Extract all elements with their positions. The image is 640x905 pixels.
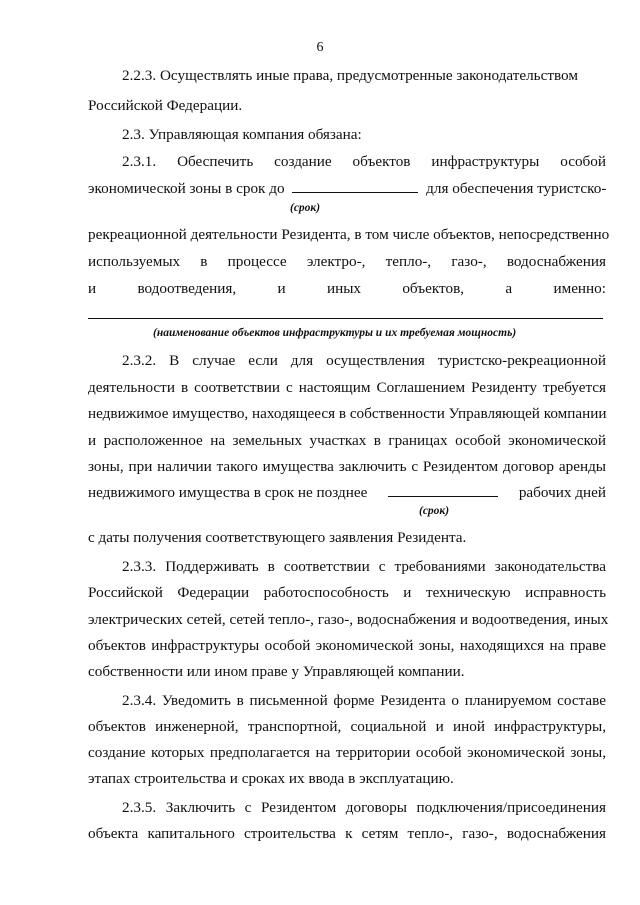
deadline-blank-1 bbox=[292, 192, 418, 193]
clause-2-3-2-line-6 bbox=[88, 485, 606, 500]
clause-2-3-heading: 2.3. Управляющая компания обязана: bbox=[122, 126, 362, 143]
clause-2-3-4-line-1: 2.3.4. Уведомить в письменной форме Резидента о планируемом составе bbox=[122, 692, 606, 709]
clause-2-3-2-line-6-end: рабочих дней bbox=[518, 484, 606, 501]
clause-2-3-4-line-4: этапах строительства и сроках их ввода в эксплуатацию. bbox=[88, 770, 454, 787]
caption-deadline-1: (срок) bbox=[290, 202, 321, 214]
clause-2-3-3-line-2: Российской Федерации работоспособность и техническую исправность bbox=[88, 584, 606, 601]
clause-2-3-1-line-2-end: для обеспечения туристско- bbox=[426, 180, 607, 197]
clause-2-3-3-line-3: электрических сетей, сетей тепло-, газо-, водоснабжения и водоотведения, иных bbox=[88, 611, 609, 628]
clause-2-3-4-line-2: объектов инженерной, транспортной, социальной и иной инфраструктуры, bbox=[88, 718, 606, 735]
clause-2-3-3-line-4: объектов инфраструктуры особой экономической зоны, находящихся на праве bbox=[88, 637, 606, 654]
clause-2-3-2-line-3: недвижимое имущество, находящееся в собственности Управляющей компании bbox=[88, 405, 607, 422]
clause-2-2-3-line-1: 2.2.3. Осуществлять иные права, предусмотренные законодательством bbox=[122, 67, 578, 84]
caption-infrastructure: (наименование объектов инфраструктуры и их требуемая мощность) bbox=[153, 327, 517, 339]
clause-2-3-2-line-1: 2.3.2. В случае если для осуществления туристско-рекреационной bbox=[122, 352, 606, 369]
clause-2-2-3-line-2: Российской Федерации. bbox=[88, 97, 243, 114]
page-number: 6 bbox=[316, 40, 324, 55]
clause-2-3-5-line-1: 2.3.5. Заключить с Резидентом договоры подключения/присоединения bbox=[122, 799, 606, 816]
clause-2-3-1-line-3: рекреационной деятельности Резидента, в том числе объектов, непосредственно bbox=[88, 226, 610, 243]
clause-2-3-1-line-4: используемых в процессе электро-, тепло-, газо-, водоснабжения bbox=[88, 253, 606, 270]
clause-2-3-1-line-5: и водоотведения, и иных объектов, а именно: bbox=[88, 280, 606, 297]
clause-2-3-3-line-5: собственности или ином праве у Управляющей компании. bbox=[88, 663, 465, 680]
clause-2-3-2-line-2: деятельности в соответствии с настоящим Соглашением Резиденту требуется bbox=[88, 379, 606, 396]
clause-2-3-5-line-2: объекта капитального строительства к сетям тепло-, газо-, водоснабжения bbox=[88, 825, 606, 842]
clause-2-3-4-line-3: создание которых предполагается на территории особой экономической зоны, bbox=[88, 744, 606, 761]
infrastructure-blank-line bbox=[88, 318, 603, 319]
clause-2-3-2-line-7: с даты получения соответствующего заявления Резидента. bbox=[88, 529, 467, 546]
caption-deadline-2: (срок) bbox=[419, 505, 450, 517]
clause-2-3-2-line-4: и расположенное на земельных участках в границах особой экономической bbox=[88, 432, 606, 449]
deadline-blank-2 bbox=[388, 496, 498, 497]
clause-2-3-1-line-2-start: экономической зоны в срок до bbox=[88, 180, 285, 197]
clause-2-3-1-line-1: 2.3.1. Обеспечить создание объектов инфраструктуры особой bbox=[122, 153, 606, 170]
clause-2-3-1-line-2 bbox=[88, 181, 606, 196]
clause-2-3-3-line-1: 2.3.3. Поддерживать в соответствии с требованиями законодательства bbox=[122, 558, 606, 575]
clause-2-3-2-line-6-start: недвижимого имущества в срок не позднее bbox=[88, 484, 368, 501]
clause-2-3-2-line-5: зоны, при наличии такого имущества заключить с Резидентом договор аренды bbox=[88, 458, 606, 475]
